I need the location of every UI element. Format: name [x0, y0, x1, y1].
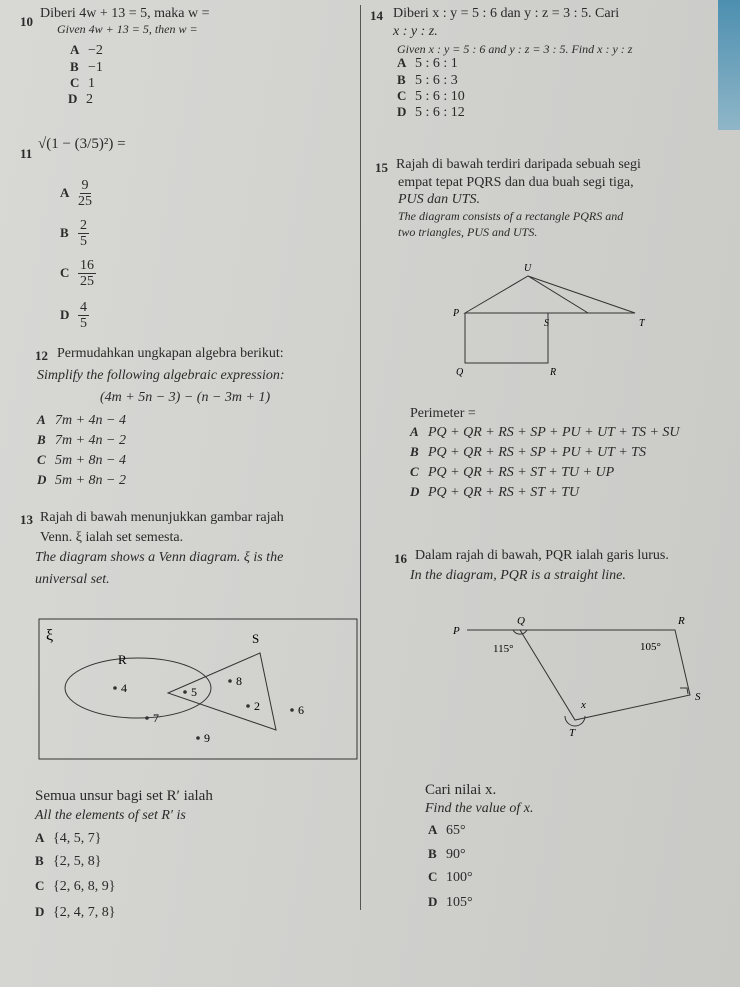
sqrt-expression: √(1 − (3/5)²) =	[38, 136, 126, 152]
question-malay-line1: Diberi x : y = 5 : 6 dan y : z = 3 : 5. Cari	[393, 6, 620, 21]
option-letter: C	[37, 452, 46, 467]
option-letter: D	[68, 91, 78, 106]
option-letter: C	[410, 464, 419, 479]
option-b[interactable]	[428, 846, 466, 863]
option-letter: B	[60, 224, 69, 240]
option-letter: D	[37, 472, 47, 487]
fraction	[78, 218, 89, 249]
question-english: Simplify the following algebraic expression:	[37, 368, 285, 383]
question-number: 11	[20, 146, 33, 161]
question-malay-line2: empat tepat PQRS dan dua buah segi tiga,	[398, 175, 634, 190]
element: 8	[236, 674, 242, 688]
option-a[interactable]	[410, 424, 680, 441]
question-number: 13	[20, 512, 33, 527]
question-english-line1: The diagram shows a Venn diagram. ξ is the	[35, 550, 284, 565]
question-english: In the diagram, PQR is a straight line.	[410, 568, 626, 583]
angle-115: 115°	[493, 643, 514, 655]
question-malay-line2: Venn. ξ ialah set semesta.	[40, 530, 184, 545]
option-letter: D	[35, 904, 45, 919]
question-number: 15	[375, 160, 388, 175]
question-english: Given 4w + 13 = 5, then w =	[57, 22, 198, 36]
option-b[interactable]	[410, 444, 646, 461]
option-letter: A	[397, 55, 407, 70]
expression: (4m + 5n − 3) − (n − 3m + 1)	[100, 390, 271, 405]
perimeter-label: Perimeter =	[410, 406, 476, 421]
question-malay: Diberi 4w + 13 = 5, maka w =	[40, 6, 210, 21]
option-value: −2	[88, 43, 103, 58]
denominator: 25	[80, 274, 94, 289]
question-number: 12	[35, 348, 48, 363]
option-letter: A	[428, 822, 438, 837]
numerator: 16	[80, 258, 94, 273]
option-letter: C	[60, 264, 70, 280]
option-value: 5 : 6 : 3	[415, 73, 458, 88]
element: 4	[121, 681, 127, 695]
diagram-lines	[465, 276, 635, 363]
option-d[interactable]	[428, 894, 473, 911]
numerator: 4	[80, 300, 87, 315]
option-value: PQ + QR + RS + ST + TU + UP	[428, 465, 615, 480]
option-letter: A	[35, 830, 45, 845]
option-b[interactable]	[35, 853, 101, 870]
option-value: 5m + 8n − 4	[55, 453, 127, 468]
column-divider	[360, 5, 361, 910]
label-p: P	[453, 625, 460, 637]
element: 5	[191, 685, 197, 699]
option-d[interactable]	[60, 300, 89, 331]
venn-diagram	[38, 618, 360, 763]
option-value: −1	[88, 60, 103, 75]
option-d[interactable]	[37, 472, 126, 489]
option-value: 105°	[446, 895, 473, 910]
question-malay-line1: Rajah di bawah menunjukkan gambar rajah	[40, 510, 284, 525]
background-object	[718, 0, 740, 130]
fraction	[78, 300, 89, 331]
option-letter: A	[60, 184, 70, 200]
angle-diagram	[445, 610, 715, 745]
question-english-line2: two triangles, PUS and UTS.	[398, 225, 538, 239]
label-t: T	[569, 727, 576, 739]
option-b[interactable]	[60, 218, 89, 249]
label-p: P	[453, 308, 460, 319]
question-malay: Cari nilai x.	[425, 782, 497, 798]
option-c[interactable]	[397, 88, 465, 105]
option-value: {4, 5, 7}	[53, 831, 102, 846]
option-letter: A	[410, 424, 419, 439]
option-value: 5 : 6 : 1	[415, 56, 458, 71]
question-number: 14	[370, 8, 383, 23]
denominator: 25	[78, 194, 92, 209]
denominator: 5	[80, 316, 87, 331]
option-c[interactable]	[70, 75, 95, 92]
element: 9	[204, 731, 210, 745]
question-english-line2: universal set.	[35, 572, 110, 587]
set-r-label: R	[118, 652, 127, 667]
option-letter: B	[70, 59, 79, 74]
option-d[interactable]	[68, 91, 93, 108]
option-a[interactable]	[35, 830, 101, 847]
label-u: U	[524, 263, 532, 274]
numerator: 9	[81, 178, 89, 193]
option-b[interactable]	[397, 72, 458, 89]
option-value: PQ + QR + RS + SP + PU + UT + TS	[428, 445, 646, 460]
option-value: {2, 5, 8}	[53, 854, 102, 869]
option-value: 5m + 8n − 2	[55, 473, 127, 488]
option-letter: B	[35, 853, 44, 868]
option-value: 7m + 4n − 4	[55, 413, 127, 428]
label-s: S	[544, 318, 549, 329]
question-english: Find the value of x.	[425, 801, 534, 816]
option-letter: B	[410, 444, 419, 459]
option-letter: D	[397, 104, 407, 119]
fraction	[78, 178, 92, 209]
venn-elements	[121, 674, 304, 745]
set-s-label: S	[252, 631, 260, 646]
option-c[interactable]	[410, 464, 614, 481]
option-b[interactable]	[37, 432, 126, 449]
question-malay-line2: x : y : z.	[393, 24, 438, 39]
option-d[interactable]	[410, 484, 579, 501]
option-letter: A	[70, 42, 80, 57]
label-r: R	[550, 367, 557, 378]
universal-symbol: ξ	[46, 627, 54, 644]
option-a[interactable]	[37, 412, 126, 429]
option-a[interactable]	[397, 55, 458, 72]
question-malay-line3: PUS dan UTS.	[398, 192, 481, 207]
question-malay: Dalam rajah di bawah, PQR ialah garis lurus.	[415, 548, 669, 563]
question-english: All the elements of set R′ is	[35, 808, 186, 823]
option-value: 2	[86, 92, 93, 107]
option-a[interactable]	[70, 42, 103, 59]
option-letter: C	[397, 88, 407, 103]
label-s: S	[695, 691, 701, 703]
option-c[interactable]	[428, 869, 473, 886]
option-value: 5 : 6 : 12	[415, 105, 465, 120]
element: 6	[298, 703, 304, 717]
option-letter: C	[428, 869, 438, 884]
question-english-line1: The diagram consists of a rectangle PQRS and	[398, 209, 624, 223]
option-value: 65°	[446, 823, 466, 838]
option-value: 1	[88, 76, 95, 91]
option-letter: C	[70, 75, 80, 90]
option-letter: B	[428, 846, 437, 861]
option-value: {2, 4, 7, 8}	[53, 905, 116, 920]
option-letter: B	[37, 432, 46, 447]
option-letter: C	[35, 878, 45, 893]
option-value: PQ + QR + RS + ST + TU	[428, 485, 580, 500]
question-malay-line1: Rajah di bawah terdiri daripada sebuah segi	[396, 157, 641, 172]
question-number: 16	[394, 551, 407, 566]
label-x: x	[581, 699, 586, 711]
denominator: 5	[80, 234, 87, 249]
option-d[interactable]	[397, 104, 465, 121]
label-q: Q	[456, 367, 464, 378]
angle-105: 105°	[640, 641, 661, 653]
option-c[interactable]	[37, 452, 126, 469]
option-c[interactable]	[60, 258, 96, 289]
option-value: 7m + 4n − 2	[55, 433, 127, 448]
option-b[interactable]	[70, 59, 103, 76]
option-value: PQ + QR + RS + SP + PU + UT + TS + SU	[428, 425, 680, 440]
label-q: Q	[517, 615, 525, 627]
question-malay: Semua unsur bagi set R′ ialah	[35, 788, 213, 804]
option-letter: A	[37, 412, 46, 427]
option-value: {2, 6, 8, 9}	[53, 879, 116, 894]
fraction	[78, 258, 96, 289]
option-d[interactable]	[35, 904, 115, 921]
label-t: T	[639, 318, 645, 329]
label-r: R	[678, 615, 685, 627]
option-value: 90°	[446, 847, 466, 862]
option-a[interactable]	[428, 822, 466, 839]
option-c[interactable]	[35, 878, 115, 895]
option-letter: D	[60, 306, 70, 322]
option-value: 5 : 6 : 10	[415, 89, 465, 104]
element: 2	[254, 699, 260, 713]
rectangle-triangles-diagram	[440, 258, 660, 383]
option-a[interactable]	[60, 178, 92, 209]
question-malay: Permudahkan ungkapan algebra berikut:	[57, 346, 284, 361]
option-letter: B	[397, 72, 406, 87]
option-value: 100°	[446, 870, 473, 885]
question-number: 10	[20, 14, 33, 29]
numerator: 2	[80, 218, 87, 233]
element: 7	[153, 711, 159, 725]
set-r-ellipse	[65, 658, 211, 718]
option-letter: D	[410, 484, 420, 499]
option-letter: D	[428, 894, 438, 909]
question-english: Given x : y = 5 : 6 and y : z = 3 : 5. Find x : y : z	[397, 42, 633, 56]
